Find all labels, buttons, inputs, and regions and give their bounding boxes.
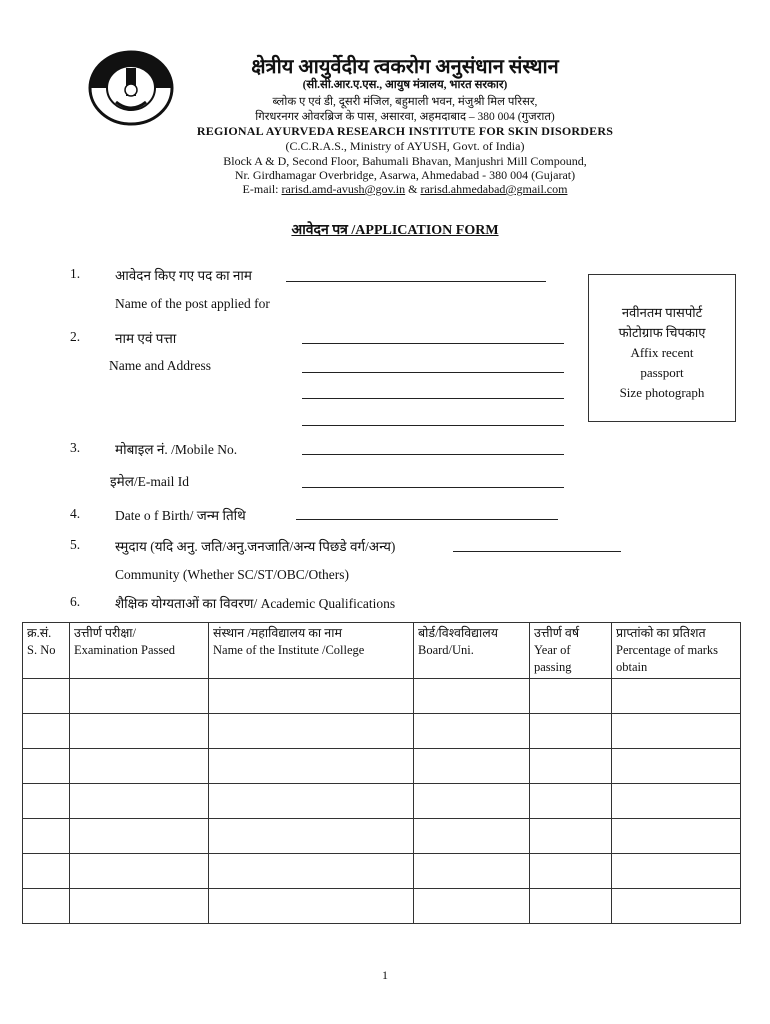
institute-name-hindi: क्षेत्रीय आयुर्वेदीय त्वकरोग अनुसंधान संस्थान [251,56,559,78]
col-header-percentage: प्राप्तांको का प्रतिशत Percentage of marks obtain [612,623,741,679]
photo-text-3: Affix recent [630,345,694,360]
qualifications-table [22,622,741,924]
address-line-1[interactable] [302,372,564,373]
institute-name-english: REGIONAL AYURVEDA RESEARCH INSTITUTE FOR SKIN DISORDERS [196,124,614,138]
field-5-label-hindi: स्मुदाय (यदि अनु. जति/अनु.जनजाति/अन्य पिछडे वर्ग/अन्य) [115,539,396,554]
header-hindi-subtitle: (सी.सी.आर.ए.एस., आयुष मंत्रालय, भारत सरकार) [302,79,508,91]
field-1-label-hindi: आवेदन किए गए पद का नाम [115,268,252,283]
email-separator: & [408,182,418,196]
header-english-address-1: Block A & D, Second Floor, Bahumali Bhavan, Manjushri Mill Compound, [223,154,587,168]
name-field[interactable] [302,343,564,344]
field-3-label: मोबाइल नं. /Mobile No. [115,442,238,457]
table-row [23,784,741,819]
field-4-label: Date o f Birth/ जन्म तिथि [115,508,246,523]
col-header-institute: संस्थान /महाविद्यालय का नाम Name of the Institute /College [209,623,414,679]
photo-text-4: passport [640,365,684,380]
table-row [23,714,741,749]
col-header-sno: क्र.सं. S. No [23,623,70,679]
dob-field[interactable] [296,519,558,520]
header-english-address-2: Nr. Girdhamagar Overbridge, Asarwa, Ahmedabad - 380 004 (Gujarat) [234,168,576,182]
community-field[interactable] [453,551,621,552]
field-4-number: 4. [70,506,81,521]
table-header-row [23,623,741,679]
email-field[interactable] [302,487,564,488]
institute-logo [88,50,174,126]
table-row [23,679,741,714]
email-link-2[interactable]: rarisd.ahmedabad@gmail.com [420,182,568,196]
field-1-label-english: Name of the post applied for [115,296,270,311]
post-applied-field[interactable] [286,281,546,282]
field-5-number: 5. [70,537,81,552]
photo-text-2: फोटोग्राफ चिपकाए [618,325,706,340]
table-row [23,889,741,924]
field-1-number: 1. [70,266,81,281]
mobile-field[interactable] [302,454,564,455]
email-prefix: E-mail: [242,182,279,196]
field-2-label-english: Name and Address [109,358,211,373]
field-5-label-english: Community (Whether SC/ST/OBC/Others) [115,567,349,582]
header-hindi-address-2: गिरधरनगर ओवरब्रिज के पास, असारवा, अहमदाबाद – 380 004 (गुजरात) [255,111,555,123]
table-row [23,819,741,854]
field-6-number: 6. [70,594,81,609]
header-hindi-address-1: ब्लोक ए एवं डी, दूसरी मंजिल, बहुमाली भवन, मंजुश्री मिल परिसर, [272,96,538,108]
table-row [23,854,741,889]
address-line-3[interactable] [302,425,564,426]
field-2-number: 2. [70,329,81,344]
email-label: इमेल/E-mail Id [110,474,189,489]
col-header-board: बोर्ड/विश्वविद्यालय Board/Uni. [414,623,530,679]
field-2-label-hindi: नाम एवं पत्ता [115,331,177,346]
table-row [23,749,741,784]
field-6-label: शैक्षिक योग्यताओं का विवरण/ Academic Qualifications [115,596,396,611]
address-line-2[interactable] [302,398,564,399]
email-link-1[interactable]: rarisd.amd-avush@gov.in [281,182,406,196]
field-3-number: 3. [70,440,81,455]
header-email-line [180,182,630,197]
photo-text-1: नवीनतम पासपोर्ट [621,305,703,320]
photo-box [588,274,736,422]
col-header-exam: उत्तीर्ण परीक्षा/ Examination Passed [70,623,209,679]
col-header-year: उत्तीर्ण वर्ष Year of passing [530,623,612,679]
page-number: 1 [382,968,388,982]
form-title: आवेदन पत्र /APPLICATION FORM [291,223,499,238]
header-english-subtitle: (C.C.R.A.S., Ministry of AYUSH, Govt. of India) [285,139,525,153]
photo-text-5: Size photograph [619,385,705,400]
